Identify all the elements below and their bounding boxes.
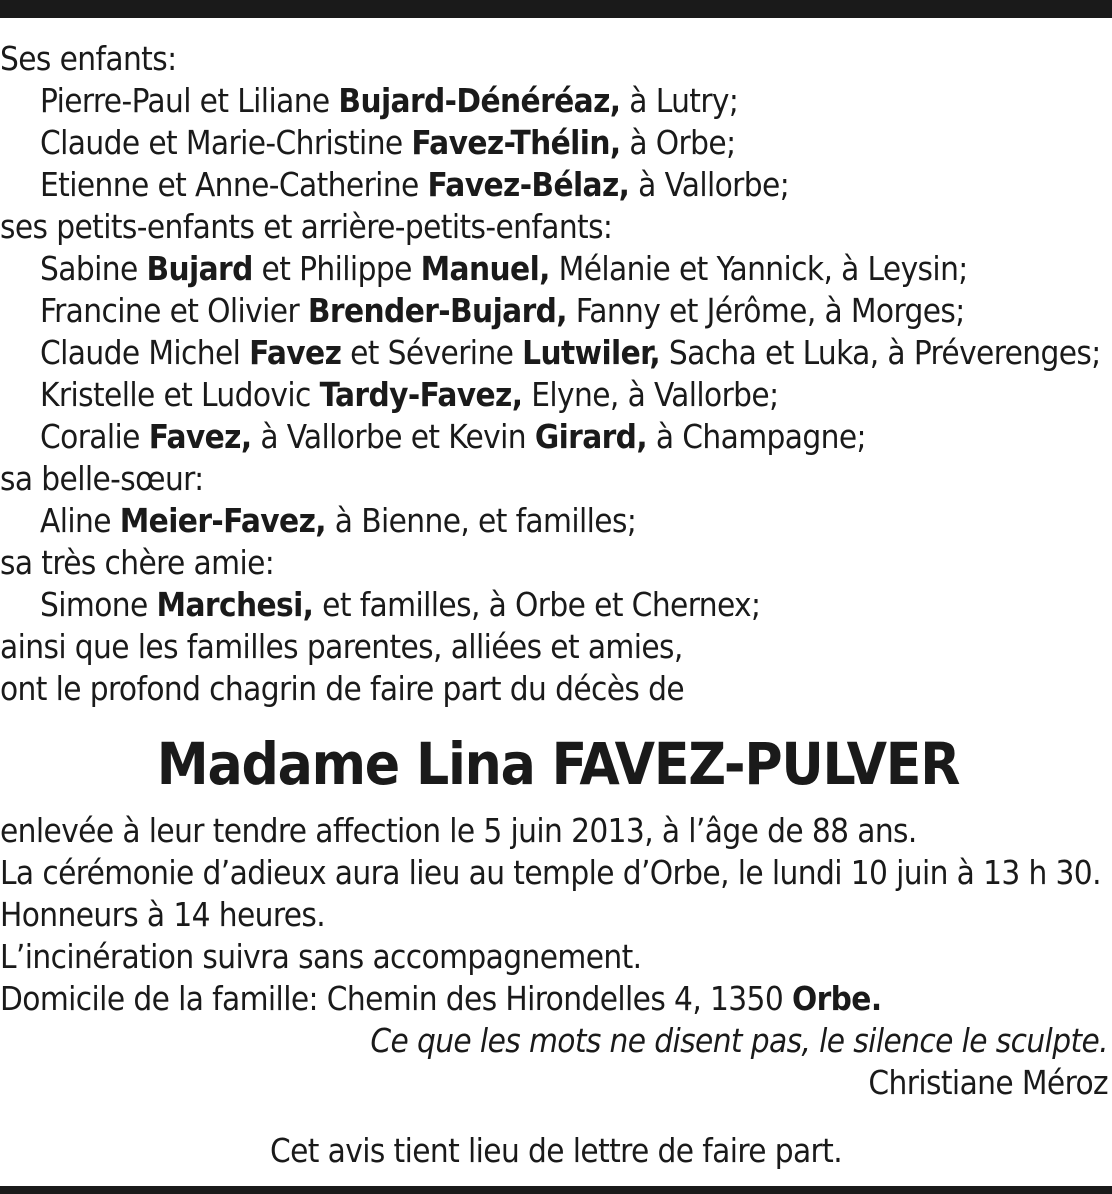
grandchild-surname: Lutwiler, <box>522 333 661 372</box>
child-location: à Orbe; <box>620 123 736 162</box>
closing-note: Cet avis tient lieu de lettre de faire part. <box>269 1131 843 1170</box>
child-entry <box>0 164 1112 206</box>
child-surname: Favez-Thélin, <box>411 123 621 162</box>
grandchild-surname: Brender-Bujard, <box>307 291 567 330</box>
grandchild-entry <box>0 374 1112 416</box>
grandchild-surname: Girard, <box>534 417 647 456</box>
grandchild-text: à Champagne; <box>647 417 866 456</box>
child-text: Etienne et Anne-Catherine <box>40 165 428 204</box>
entry-surname: Marchesi, <box>156 585 314 624</box>
grandchild-text: Elyne, à Vallorbe; <box>522 375 779 414</box>
incineration-line: L’incinération suivra sans accompagnement. <box>0 937 642 976</box>
entry-text: et familles, à Orbe et Chernex; <box>313 585 761 624</box>
entry-text: Simone <box>40 585 157 624</box>
grandchild-text: et Séverine <box>341 333 523 372</box>
top-border-rule <box>0 0 1112 18</box>
child-entry <box>0 122 1112 164</box>
child-surname: Bujard-Dénéréaz, <box>338 81 621 120</box>
grandchild-entry <box>0 416 1112 458</box>
sister-in-law-heading: sa belle-sœur: <box>0 459 204 498</box>
deceased-name: Madame Lina FAVEZ-PULVER <box>156 730 960 798</box>
grandchild-surname: Favez, <box>148 417 252 456</box>
grandchild-entry <box>0 332 1112 374</box>
child-location: à Vallorbe; <box>629 165 790 204</box>
child-text: Claude et Marie-Christine <box>40 123 412 162</box>
grandchild-surname: Bujard <box>146 249 253 288</box>
grandchild-text: Mélanie et Yannick, à Leysin; <box>549 249 968 288</box>
grandchild-text: Kristelle et Ludovic <box>40 375 320 414</box>
children-heading: Ses enfants: <box>0 39 177 78</box>
bottom-border-rule <box>0 1186 1112 1194</box>
honours-line: Honneurs à 14 heures. <box>0 895 326 934</box>
grandchild-text: Sacha et Luka, à Préverenges; <box>660 333 1101 372</box>
child-text: Pierre-Paul et Liliane <box>40 81 339 120</box>
domicile-town: Orbe. <box>791 979 882 1018</box>
friend-heading: sa très chère amie: <box>0 543 275 582</box>
quote-text: Ce que les mots ne disent pas, le silence le sculpte. <box>370 1021 1108 1060</box>
grandchildren-heading: ses petits-enfants et arrière-petits-enfants: <box>0 207 613 246</box>
sister-in-law-entry <box>0 500 1112 542</box>
grandchild-surname: Manuel, <box>420 249 550 288</box>
grandchild-text: Sabine <box>40 249 147 288</box>
entry-surname: Meier-Favez, <box>119 501 326 540</box>
grandchild-surname: Tardy-Favez, <box>319 375 523 414</box>
grandchild-text: Fanny et Jérôme, à Morges; <box>566 291 965 330</box>
grandchild-entry <box>0 290 1112 332</box>
relatives-line: ainsi que les familles parentes, alliées et amies, <box>0 627 683 666</box>
quote-author: Christiane Méroz <box>868 1063 1108 1102</box>
entry-text: à Bienne, et familles; <box>325 501 637 540</box>
domicile-text: Domicile de la famille: Chemin des Hirondelles 4, 1350 <box>0 979 792 1018</box>
child-surname: Favez-Bélaz, <box>427 165 630 204</box>
grandchild-text: à Vallorbe et Kevin <box>251 417 535 456</box>
friend-entry <box>0 584 1112 626</box>
grandchild-entry <box>0 248 1112 290</box>
domicile-line <box>0 978 1112 1020</box>
grandchild-text: et Philippe <box>252 249 421 288</box>
child-location: à Lutry; <box>620 81 739 120</box>
entry-text: Aline <box>40 501 120 540</box>
ceremony-line: La cérémonie d’adieux aura lieu au temple d’Orbe, le lundi 10 juin à 13 h 30. <box>0 853 1101 892</box>
child-entry <box>0 80 1112 122</box>
grandchild-text: Francine et Olivier <box>40 291 308 330</box>
grandchild-surname: Favez <box>249 333 342 372</box>
grandchild-text: Claude Michel <box>40 333 250 372</box>
grandchild-text: Coralie <box>40 417 149 456</box>
detail-line: enlevée à leur tendre affection le 5 juin 2013, à l’âge de 88 ans. <box>0 811 917 850</box>
announce-line: ont le profond chagrin de faire part du décès de <box>0 669 685 708</box>
death-notice <box>0 38 1112 1172</box>
